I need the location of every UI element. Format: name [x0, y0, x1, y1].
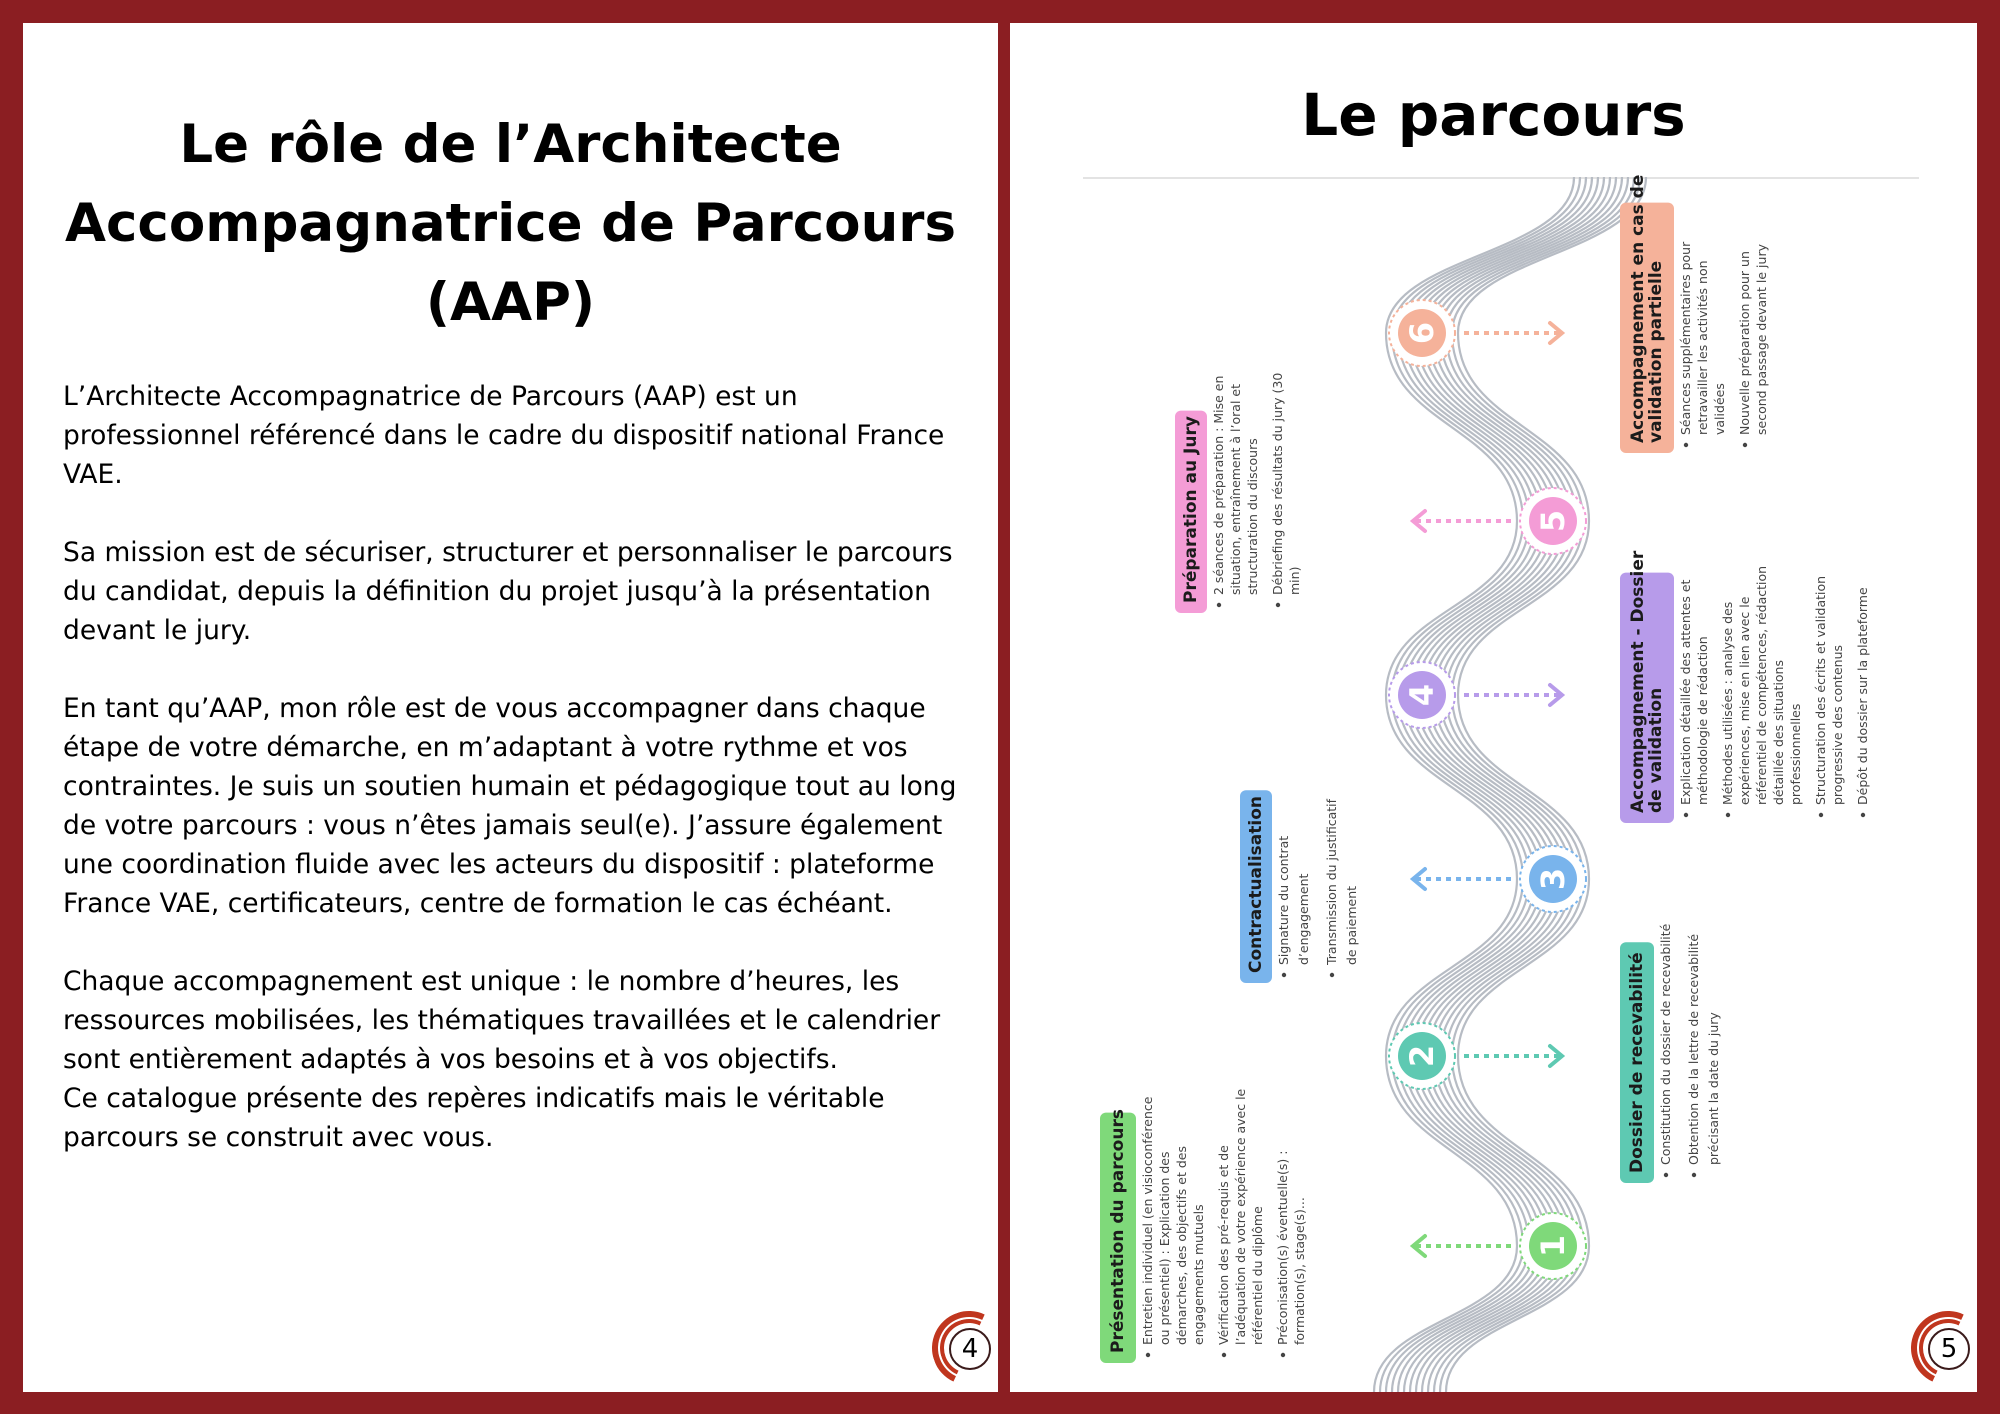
- step-bullet-text: expériences, mise en lien avec le: [1737, 596, 1752, 805]
- step-bullet-text: Structuration des écrits et validation: [1813, 575, 1828, 805]
- step-bullet-text: situation, entraînement à l’oral et: [1228, 384, 1243, 595]
- bullet-dot: [1743, 443, 1747, 447]
- title-line-1: Le rôle de l’Architecte: [179, 114, 842, 175]
- paragraph-mission: Sa mission est de sécuriser, structurer et personnaliser le parcours du candidat, depuis la définition du projet jusqu’à la présentation devant le jury.: [63, 537, 953, 646]
- bullet-dot: [1281, 1353, 1285, 1357]
- step-bullet-text: second passage devant le jury: [1754, 244, 1769, 435]
- left-page: [23, 23, 998, 1392]
- step-text-block: [1620, 550, 1870, 823]
- left-page-body: [63, 377, 981, 1157]
- step-bullet-text: Transmission du justificatif: [1324, 798, 1339, 965]
- step-bullet-text: méthodologie de rédaction: [1695, 636, 1710, 805]
- step-bullet-text: progressive des contenus: [1830, 645, 1845, 805]
- step-number: 4: [1403, 683, 1441, 707]
- step-title: Dossier de recevabilité: [1627, 952, 1647, 1173]
- step-bullet-text: Séances supplémentaires pour: [1678, 241, 1693, 435]
- step-bullet-text: 2 séances de préparation : Mise en: [1211, 375, 1226, 595]
- step-text-block: [1100, 1088, 1307, 1363]
- step-bullet-text: Nouvelle préparation pour un: [1737, 251, 1752, 435]
- step-bullet-text: engagements mutuels: [1191, 1204, 1206, 1345]
- step-text-block: [1620, 923, 1721, 1183]
- step-bullet-text: Constitution du dossier de recevabilité: [1658, 923, 1673, 1165]
- step-2: [1389, 923, 1721, 1183]
- bullet-dot: [1222, 1353, 1226, 1357]
- step-text-block: [1175, 373, 1302, 613]
- bullet-dot: [1330, 973, 1334, 977]
- step-bullet-text: de paiement: [1344, 885, 1359, 965]
- step-title: Présentation du parcours: [1108, 1109, 1128, 1353]
- bullet-dot: [1861, 813, 1865, 817]
- step-number: 2: [1403, 1044, 1441, 1068]
- left-page-title: [23, 105, 998, 342]
- step-bullet-text: formation(s), stage(s)...: [1292, 1197, 1307, 1345]
- page-number: 5: [1928, 1328, 1970, 1370]
- step-bullet-text: référentiel de compétences, rédaction: [1754, 565, 1769, 805]
- bullet-dot: [1692, 1173, 1696, 1177]
- step-bullet-text: l’adéquation de votre expérience avec le: [1233, 1088, 1248, 1345]
- step-bullet-text: validées: [1712, 383, 1727, 435]
- step-bullet-text: Préconisation(s) éventuelle(s) :: [1275, 1150, 1290, 1345]
- step-bullet-text: retravailler les activités non: [1695, 260, 1710, 435]
- step-bullet-text: Débriefing des résultats du jury (30: [1270, 372, 1285, 595]
- title-line-3: (AAP): [425, 272, 596, 333]
- paragraph-role: En tant qu’AAP, mon rôle est de vous accompagner dans chaque étape de votre démarche, en m’adaptant à votre rythme et vos contraintes. Je suis un soutien humain et pédagogique tout au long de votre parcours : vous n’êtes jamais seul(e). J’assure également une coordination fluide avec les acteurs du dispositif : plateforme France VAE, certificateurs, centre de formation le cas échéant.: [63, 693, 957, 919]
- step-bullet-text: professionnelles: [1788, 703, 1803, 805]
- step-bullet-text: détaillée des situations: [1771, 660, 1786, 805]
- step-bullet-text: ou présentiel) : Explication des: [1157, 1151, 1172, 1345]
- step-text-block: [1620, 175, 1769, 453]
- bullet-dot: [1684, 813, 1688, 817]
- step-bullet-text: structuration du discours: [1245, 438, 1260, 595]
- step-number: 1: [1534, 1234, 1572, 1258]
- step-title: Accompagnement en cas de: [1628, 174, 1648, 443]
- step-bullet-text: Dépôt du dossier sur la plateforme: [1855, 587, 1870, 805]
- step-bullet-text: démarches, des objectifs et des: [1174, 1146, 1189, 1345]
- right-page: [1010, 23, 1977, 1392]
- step-title: de validation: [1646, 687, 1666, 813]
- title-line-2: Accompagnatrice de Parcours: [65, 193, 956, 254]
- step-title: Contractualisation: [1246, 796, 1266, 973]
- right-page-title: Le parcours: [1301, 81, 1686, 149]
- bullet-dot: [1726, 813, 1730, 817]
- step-bullet-text: précisant la date du jury: [1706, 1012, 1721, 1165]
- step-bullet-text: Entretien individuel (en visioconférence: [1140, 1096, 1155, 1345]
- paragraph-catalogue: Ce catalogue présente des repères indicatifs mais le véritable parcours se construit avec vous.: [63, 1083, 885, 1153]
- bullet-dot: [1282, 973, 1286, 977]
- step-title: Préparation au Jury: [1181, 416, 1201, 603]
- step-bullet-text: référentiel du diplôme: [1250, 1206, 1265, 1345]
- step-bullet-text: d’engagement: [1296, 873, 1311, 965]
- bullet-dot: [1276, 603, 1280, 607]
- step-number: 3: [1534, 867, 1572, 891]
- step-title: validation partielle: [1646, 260, 1666, 443]
- bullet-dot: [1684, 443, 1688, 447]
- step-number: 5: [1534, 509, 1572, 533]
- parcours-diagram: [1010, 23, 1977, 1392]
- bullet-dot: [1664, 1173, 1668, 1177]
- step-bullet-text: Explication détaillée des attentes et: [1678, 579, 1693, 805]
- paragraph-intro: L’Architecte Accompagnatrice de Parcours (AAP) est un professionnel référencé dans le cadre du dispositif national France VAE.: [63, 381, 945, 490]
- step-bullet-text: Vérification des pré-requis et de: [1216, 1145, 1231, 1345]
- bullet-dot: [1217, 603, 1221, 607]
- bullet-dot: [1819, 813, 1823, 817]
- bullet-dot: [1146, 1353, 1150, 1357]
- step-title: Accompagnement - Dossier: [1628, 550, 1648, 813]
- step-number: 6: [1403, 321, 1441, 345]
- step-bullet-text: Méthodes utilisées : analyse des: [1720, 601, 1735, 805]
- paragraph-unique: Chaque accompagnement est unique : le nombre d’heures, les ressources mobilisées, les thématiques travaillées et le calendrier sont entièrement adaptés à vos besoins et à vos objectifs.: [63, 966, 941, 1075]
- step-bullet-text: Signature du contrat: [1276, 835, 1291, 965]
- step-text-block: [1240, 790, 1359, 983]
- step-bullet-text: min): [1287, 566, 1302, 595]
- step-bullet-text: Obtention de la lettre de recevabilité: [1686, 933, 1701, 1165]
- page-number: 4: [949, 1328, 991, 1370]
